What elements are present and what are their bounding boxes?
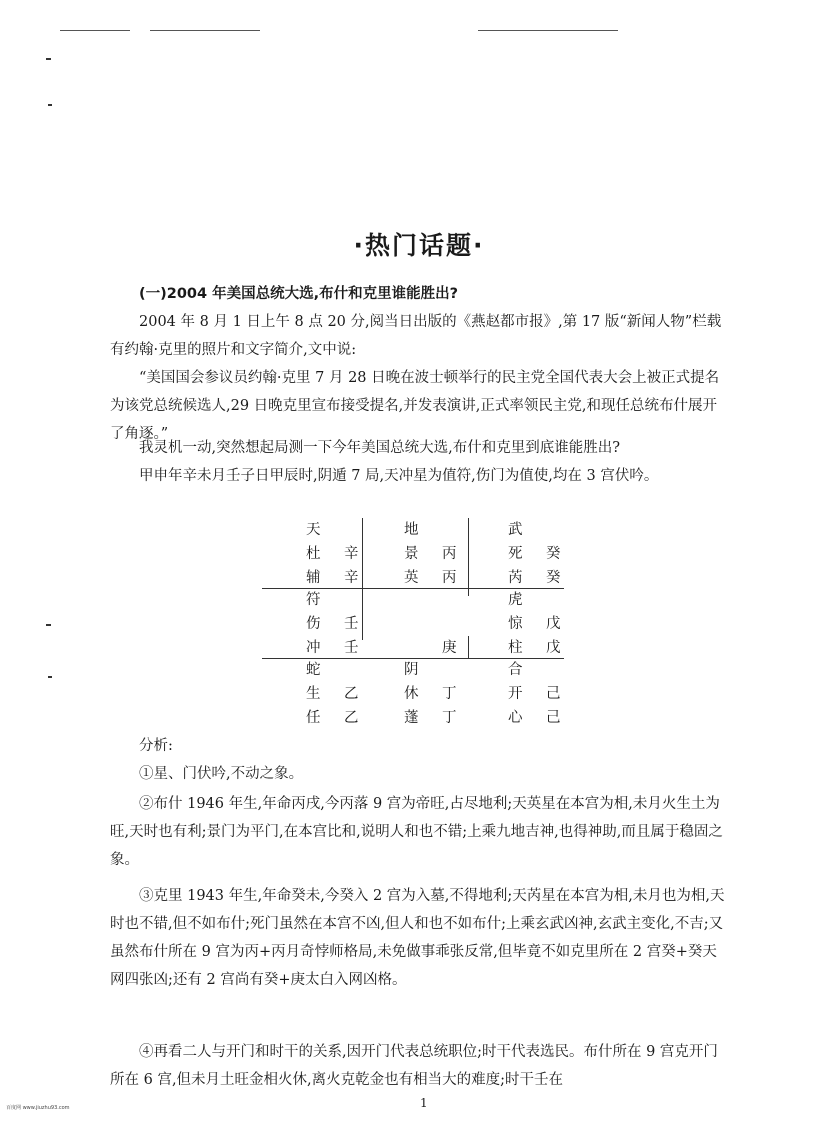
palace-6 bbox=[508, 658, 572, 730]
palace-stem: 辛 bbox=[344, 546, 359, 562]
palace-door: 休 bbox=[404, 686, 419, 702]
palace-star: 英 bbox=[404, 570, 419, 586]
palace-god: 符 bbox=[306, 592, 321, 608]
palace-stem: 辛 bbox=[344, 570, 359, 586]
palace-god: 蛇 bbox=[306, 662, 321, 678]
palace-stem: 癸 bbox=[546, 570, 561, 586]
palace-star: 辅 bbox=[306, 570, 321, 586]
palace-stem: 己 bbox=[546, 686, 561, 702]
paragraph-1: 2004 年 8 月 1 日上午 8 点 20 分,阅当日出版的《燕赵都市报》,第 17 版“新闻人物”栏载有约翰·克里的照片和文字简介,文中说: bbox=[110, 314, 722, 358]
palace-star: 冲 bbox=[306, 640, 321, 656]
palace-star: 柱 bbox=[508, 640, 523, 656]
palace-god: 虎 bbox=[508, 592, 523, 608]
palace-stem: 丁 bbox=[442, 710, 457, 726]
palace-7 bbox=[508, 588, 572, 660]
palace-8 bbox=[306, 658, 370, 730]
paragraph-3: 我灵机一动,突然想起局测一下今年美国总统大选,布什和克里到底谁能胜出? bbox=[139, 440, 620, 456]
qimen-chart bbox=[262, 518, 564, 732]
palace-stem: 乙 bbox=[344, 710, 359, 726]
footer-watermark: 百度网 www.jiuzhu93.com bbox=[6, 1105, 70, 1111]
paragraph-2: “美国国会参议员约翰·克里 7 月 28 日晚在波士顿举行的民主党全国代表大会上被正式提名为该党总统候选人,29 日晚克里宣布接受提名,并发表演讲,正式率领民主党,和现任总统布什展开了角逐。” bbox=[110, 370, 720, 442]
palace-4 bbox=[306, 518, 370, 590]
palace-stem: 庚 bbox=[442, 640, 457, 656]
scan-artifact-dot bbox=[48, 676, 52, 678]
chart-divider bbox=[468, 518, 469, 596]
scan-artifact-line bbox=[478, 30, 618, 31]
palace-stem: 己 bbox=[546, 710, 561, 726]
palace-door: 开 bbox=[508, 686, 523, 702]
analysis-point-4: ④再看二人与开门和时干的关系,因开门代表总统职位;时干代表选民。布什所在 9 宫克开门所在 6 宫,但未月土旺金相火休,离火克乾金也有相当大的难度;时干壬在 bbox=[110, 1044, 718, 1088]
scan-artifact-dot bbox=[48, 104, 52, 106]
palace-stem: 壬 bbox=[344, 616, 359, 632]
palace-5 bbox=[404, 588, 468, 660]
palace-9 bbox=[404, 518, 468, 590]
palace-god: 地 bbox=[404, 522, 419, 538]
palace-stem: 戊 bbox=[546, 616, 561, 632]
palace-star: 心 bbox=[508, 710, 523, 726]
palace-stem: 丁 bbox=[442, 686, 457, 702]
palace-stem: 戊 bbox=[546, 640, 561, 656]
palace-god: 武 bbox=[508, 522, 523, 538]
palace-god: 天 bbox=[306, 522, 321, 538]
palace-star: 蓬 bbox=[404, 710, 419, 726]
scan-artifact-line bbox=[150, 30, 260, 31]
palace-star: 芮 bbox=[508, 570, 523, 586]
analysis-point-1: ①星、门伏吟,不动之象。 bbox=[139, 766, 304, 782]
page-title: ·热门话题· bbox=[353, 231, 485, 260]
palace-stem: 癸 bbox=[546, 546, 561, 562]
section-subheading: (一)2004 年美国总统大选,布什和克里谁能胜出? bbox=[139, 286, 459, 302]
paragraph-4: 甲申年辛未月壬子日甲辰时,阴遁 7 局,天冲星为值符,伤门为值使,均在 3 宫伏吟。 bbox=[139, 468, 659, 484]
palace-stem: 壬 bbox=[344, 640, 359, 656]
analysis-label: 分析: bbox=[139, 738, 173, 754]
palace-stem: 乙 bbox=[344, 686, 359, 702]
palace-stem: 丙 bbox=[442, 546, 457, 562]
palace-stem: 丙 bbox=[442, 570, 457, 586]
palace-door: 伤 bbox=[306, 616, 321, 632]
palace-door: 惊 bbox=[508, 616, 523, 632]
analysis-point-3: ③克里 1943 年生,年命癸未,今癸入 2 宫为入墓,不得地利;天芮星在本宫为相,未月也为相,天时也不错,但不如布什;死门虽然在本宫不凶,但人和也不如布什;上乘玄武凶神,玄武主变化,不吉;又虽然布什所在 9 宫为丙+丙月奇悖师格局,未免做事乖张反常,但毕竟不如克里所在 2 宫癸+癸天网四张凶;还有 2 宫尚有癸+庚太白入网凶格。 bbox=[110, 888, 725, 988]
palace-1 bbox=[404, 658, 468, 730]
palace-door: 生 bbox=[306, 686, 321, 702]
palace-door: 死 bbox=[508, 546, 523, 562]
palace-door: 杜 bbox=[306, 546, 321, 562]
analysis-point-2: ②布什 1946 年生,年命丙戌,今丙落 9 宫为帝旺,占尽地利;天英星在本宫为相,未月火生土为旺,天时也有利;景门为平门,在本宫比和,说明人和也不错;上乘九地吉神,也得神助,而且属于稳固之象。 bbox=[110, 796, 723, 868]
palace-god: 阴 bbox=[404, 662, 419, 678]
palace-door: 景 bbox=[404, 546, 419, 562]
palace-2 bbox=[508, 518, 572, 590]
page-number: 1 bbox=[420, 1096, 428, 1110]
scan-artifact-dot bbox=[46, 624, 51, 626]
chart-divider bbox=[468, 636, 469, 658]
palace-god: 合 bbox=[508, 662, 523, 678]
scan-artifact-line bbox=[60, 30, 130, 31]
palace-3 bbox=[306, 588, 370, 660]
scan-artifact-dot bbox=[46, 58, 51, 60]
palace-star: 任 bbox=[306, 710, 321, 726]
